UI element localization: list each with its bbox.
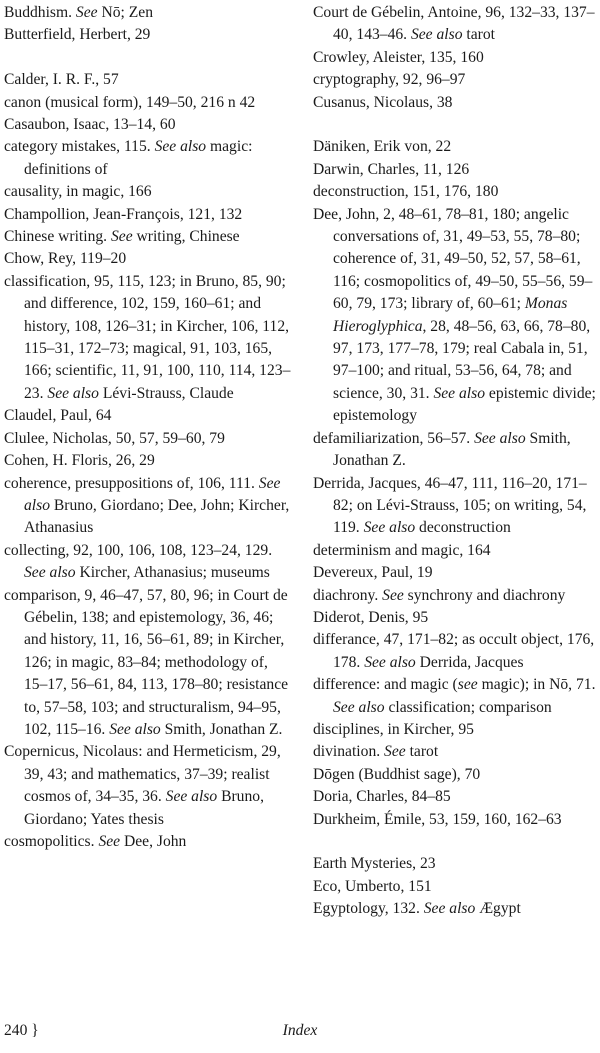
index-entry — [313, 562, 598, 584]
entry-text: writing, Chinese — [132, 228, 240, 246]
index-column-left — [4, 2, 292, 853]
entry-text: Derrida, Jacques, 46–47, 111, 116–20, 171–82; on Lévi-Strauss, 105; on writing, 54, 119. — [313, 474, 587, 537]
cross-reference-label: See — [384, 743, 406, 761]
entry-text: Durkheim, Émile, 53, 159, 160, 162–63 — [313, 810, 562, 828]
index-entry — [313, 764, 598, 786]
entry-text: magic); in Nō, 71. — [477, 676, 596, 694]
entry-text: Doria, Charles, 84–85 — [313, 788, 451, 806]
entry-text: Dōgen (Buddhist sage), 70 — [313, 765, 481, 783]
index-entry — [313, 853, 598, 875]
index-entry — [313, 2, 598, 47]
index-entry — [313, 741, 598, 763]
entry-text: Dee, John, 2, 48–61, 78–81, 180; angelic conversations of, 31, 49–53, 55, 78–80; coherence of, 31, 49–50, 52, 57, 58–61, 116; cosmopolitics of, 49–50, 55–56, 59–60, 79, 173; library of, 60–61; — [313, 205, 593, 313]
index-entry — [4, 2, 292, 24]
cross-reference-label: See also — [165, 788, 218, 806]
entry-text: Casaubon, Isaac, 13–14, 60 — [4, 116, 176, 134]
entry-text: tarot — [462, 26, 495, 44]
entry-text: causality, in magic, 166 — [4, 183, 152, 201]
entry-text: Butterfield, Herbert, 29 — [4, 26, 151, 44]
index-column-right — [313, 2, 598, 921]
entry-text: Bruno, Giordano; Dee, John; Kircher, Athanasius — [24, 496, 290, 537]
entry-text: Chinese writing. — [4, 228, 111, 246]
entry-text: Buddhism. — [4, 4, 76, 21]
index-entry — [4, 114, 292, 136]
index-entry — [4, 181, 292, 203]
index-entry — [313, 69, 598, 91]
index-entry — [313, 92, 598, 114]
entry-text: Derrida, Jacques — [415, 653, 524, 671]
index-entry — [313, 204, 598, 428]
entry-text: disciplines, in Kircher, 95 — [313, 720, 474, 738]
entry-text: Clulee, Nicholas, 50, 57, 59–60, 79 — [4, 429, 225, 447]
entry-text: magic: definitions of — [24, 138, 253, 178]
index-entry — [313, 876, 598, 898]
entry-text: divination. — [313, 743, 385, 761]
entry-text: classification, 95, 115, 123; in Bruno, 85, 90; and difference, 102, 159, 160–61; and history, 108, 126–31; in Kircher, 106, 112, 115–31, 172–73; magical, 91, 103, 165, 166; scientific, 11, 91, 100, 110, 114, 123–23. — [4, 272, 291, 402]
entry-text: Copernicus, Nicolaus: and Hermeticism, 29, 39, 43; and mathematics, 37–39; realist cosmos of, 34–35, 36. — [4, 743, 281, 806]
entry-text: differance, 47, 171–82; as occult object, 176, 178. — [313, 631, 595, 671]
index-entry — [4, 69, 292, 91]
index-entry — [313, 674, 598, 719]
index-entry — [4, 540, 292, 585]
running-title: Index — [282, 1022, 318, 1039]
entry-text: defamiliarization, 56–57. — [313, 429, 475, 447]
entry-text: comparison, 9, 46–47, 57, 80, 96; in Court de Gébelin, 138; and epistemology, 36, 46; and history, 11, 16, 56–61, 89; in Kircher, 126; in magic, 83–84; methodology of, 15–17, 56–61, 84, 113, 178–80; resistance to, 57–58, 103; and structuralism, 94–95, 102, 115–16. — [4, 586, 289, 738]
index-entry — [4, 271, 292, 405]
index-entry — [313, 607, 598, 629]
page-number: 240 } — [4, 1022, 39, 1039]
cross-reference-label: See also — [24, 474, 281, 514]
index-entry — [4, 24, 292, 46]
entry-text: Devereux, Paul, 19 — [313, 564, 433, 582]
entry-text: category mistakes, 115. — [4, 138, 155, 156]
cross-reference-label: Monas Hieroglyphica — [333, 295, 568, 335]
entry-text: determinism and magic, 164 — [313, 541, 491, 559]
entry-text: Court de Gébelin, Antoine, 96, 132–33, 137–40, 143–46. — [313, 4, 595, 44]
index-entry — [4, 450, 292, 472]
index-entry — [313, 136, 598, 158]
cross-reference-label: See — [110, 228, 133, 246]
entry-text: Cohen, H. Floris, 26, 29 — [4, 452, 155, 470]
entry-text: epistemic divide; epistemology — [333, 384, 596, 425]
cross-reference-label: See also — [363, 519, 416, 537]
cross-reference-label: See — [75, 4, 98, 21]
letter-group-gap — [313, 831, 598, 853]
entry-text: Nō; Zen — [97, 4, 153, 21]
index-entry — [313, 181, 598, 203]
cross-reference-label: See also — [474, 429, 526, 447]
cross-reference-label: See also — [423, 900, 476, 918]
entry-text: Earth Mysteries, 23 — [313, 855, 436, 873]
entry-text: Chow, Rey, 119–20 — [4, 250, 127, 268]
entry-text: Däniken, Erik von, 22 — [313, 138, 452, 156]
index-entry — [313, 47, 598, 69]
entry-text: collecting, 92, 100, 106, 108, 123–24, 129. — [4, 541, 273, 559]
cross-reference-label: See also — [364, 653, 416, 671]
entry-text: Bruno, Giordano; Yates thesis — [24, 788, 264, 828]
entry-text: Lévi-Strauss, Claude — [98, 384, 234, 402]
entry-text: synchrony and diachrony — [403, 586, 566, 604]
entry-text: Smith, Jonathan Z. — [333, 429, 571, 470]
entry-text: coherence, presuppositions of, 106, 111. — [4, 474, 259, 492]
cross-reference-label: See also — [47, 384, 99, 402]
index-entry — [313, 898, 598, 920]
entry-text: deconstruction, 151, 176, 180 — [313, 183, 499, 201]
entry-text: , 28, 48–56, 63, 66, 78–80, 97, 173, 177–78, 179; real Cabala in, 51, 97–100; and ritual, 53–56, 64, 78; and science, 30, 31. — [333, 317, 591, 402]
entry-text: Crowley, Aleister, 135, 160 — [313, 48, 484, 66]
cross-reference-label: See — [382, 586, 404, 604]
letter-group-gap — [4, 47, 292, 69]
cross-reference-label: See also — [109, 720, 161, 738]
entry-text: tarot — [405, 743, 439, 761]
index-entry — [4, 405, 292, 427]
cross-reference-label: see — [457, 676, 478, 694]
entry-text: Calder, I. R. F., 57 — [4, 71, 119, 89]
cross-reference-label: See also — [154, 138, 207, 156]
entry-text: classification; comparison — [384, 698, 552, 716]
entry-text: Egyptology, 132. — [313, 900, 424, 918]
index-entry — [313, 540, 598, 562]
index-entry — [4, 92, 292, 114]
entry-text: cosmopolitics. — [4, 833, 99, 851]
cross-reference-label: See also — [24, 564, 76, 582]
index-entry — [4, 473, 292, 540]
index-entry — [313, 786, 598, 808]
entry-text: canon (musical form), 149–50, 216 n 42 — [4, 93, 256, 111]
cross-reference-label: See also — [410, 26, 463, 44]
index-entry — [4, 428, 292, 450]
index-entry — [4, 204, 292, 226]
entry-text: Ægypt — [475, 900, 521, 918]
index-entry — [4, 248, 292, 270]
entry-text: Kircher, Athanasius; museums — [75, 564, 270, 582]
index-entry — [313, 159, 598, 181]
entry-text: difference: and magic ( — [313, 676, 458, 694]
index-entry — [313, 473, 598, 540]
cross-reference-label: See — [98, 833, 121, 851]
page-footer — [4, 1022, 596, 1046]
index-entry — [313, 585, 598, 607]
index-entry — [4, 226, 292, 248]
index-entry — [313, 809, 598, 831]
index-entry — [313, 719, 598, 741]
entry-text: Eco, Umberto, 151 — [313, 877, 432, 895]
entry-text: diachrony. — [313, 586, 383, 604]
cross-reference-label: See also — [333, 698, 385, 716]
letter-group-gap — [313, 114, 598, 136]
entry-text: Smith, Jonathan Z. — [160, 720, 283, 738]
index-entry — [4, 831, 292, 853]
cross-reference-label: See also — [433, 384, 486, 402]
index-entry — [313, 428, 598, 473]
entry-text: Champollion, Jean-François, 121, 132 — [4, 205, 243, 223]
index-entry — [4, 741, 292, 831]
index-entry — [4, 585, 292, 742]
entry-text: deconstruction — [415, 519, 511, 537]
entry-text: cryptography, 92, 96–97 — [313, 71, 466, 89]
entry-text: Claudel, Paul, 64 — [4, 407, 112, 425]
index-entry — [313, 629, 598, 674]
entry-text: Dee, John — [120, 833, 187, 851]
entry-text: Cusanus, Nicolaus, 38 — [313, 93, 453, 111]
index-entry — [4, 136, 292, 181]
entry-text: Diderot, Denis, 95 — [313, 608, 429, 626]
entry-text: Darwin, Charles, 11, 126 — [313, 160, 470, 178]
